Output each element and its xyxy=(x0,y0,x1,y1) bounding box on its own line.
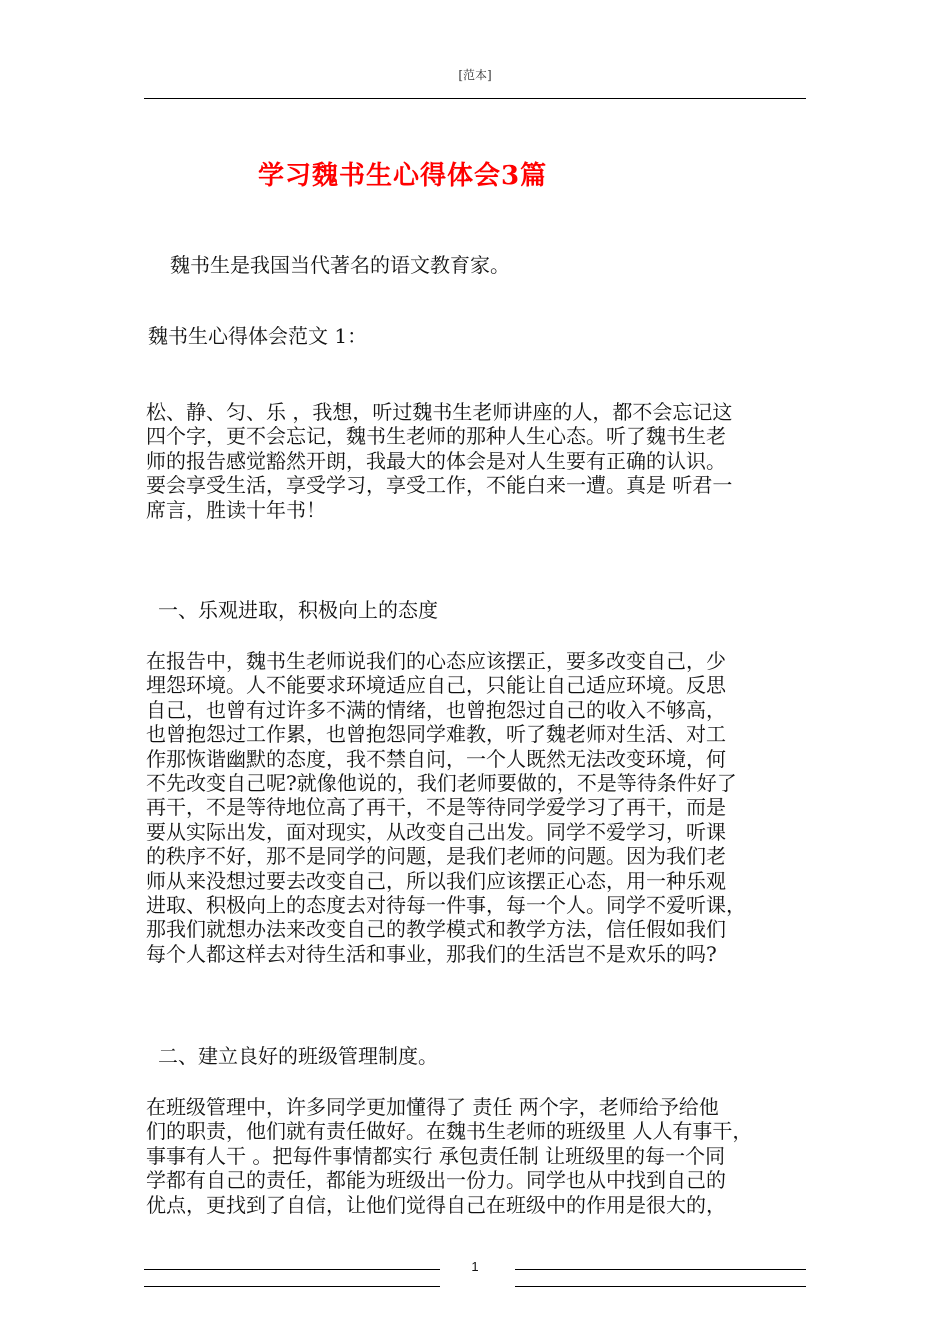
page-number: 1 xyxy=(471,1259,479,1274)
paragraph-line: 每个人都这样去对待生活和事业，那我们的生活岂不是欢乐的吗? xyxy=(146,941,717,966)
paragraph-line: 的秩序不好，那不是同学的问题，是我们老师的问题。因为我们老 xyxy=(146,844,726,869)
paragraph-line: 在报告中，魏书生老师说我们的心态应该摆正，要多改变自己，少 xyxy=(146,649,726,673)
footer-divider xyxy=(515,1269,806,1270)
paragraph-line: 师的报告感觉豁然开朗，我最大的体会是对人生要有正确的认识。 xyxy=(146,448,726,473)
paragraph-line: 松、静、匀、乐 ，我想，听过魏书生老师讲座的人，都不会忘记这 xyxy=(146,400,733,424)
paragraph-line: 在班级管理中，许多同学更加懂得了 责任 两个字，老师给予给他 xyxy=(146,1095,719,1119)
footer-divider xyxy=(144,1269,440,1270)
footer-divider xyxy=(144,1286,440,1287)
paragraph-line: 学都有自己的责任，都能为班级出一份力。同学也从中找到自己的 xyxy=(146,1168,726,1193)
paragraph-3 xyxy=(146,1095,818,1217)
document-title: 学习魏书生心得体会3篇 xyxy=(258,161,548,191)
footer-divider xyxy=(515,1286,806,1287)
sample-label: 魏书生心得体会范文 1： xyxy=(148,324,368,348)
section-heading-2: 二、建立良好的班级管理制度。 xyxy=(158,1044,438,1068)
paragraph-1 xyxy=(146,400,818,522)
paragraph-line: 作那恢谐幽默的态度，我不禁自问，一个人既然无法改变环境，何 xyxy=(146,746,726,771)
paragraph-line: 自己，也曾有过许多不满的情绪，也曾抱怨过自己的收入不够高， xyxy=(146,697,726,722)
paragraph-line: 埋怨环境。人不能要求环境适应自己，只能让自己适应环境。反思 xyxy=(146,673,726,698)
paragraph-line: 再干，不是等待地位高了再干，不是等待同学爱学习了再干，而是 xyxy=(146,795,726,820)
paragraph-line: 不先改变自己呢?就像他说的，我们老师要做的，不是等待条件好了 xyxy=(146,771,737,796)
paragraph-line: 要会享受生活，享受学习，享受工作，不能白来一遭。真是 听君一 xyxy=(146,473,733,498)
header-label: [范本] xyxy=(458,68,492,82)
paragraph-line: 四个字，更不会忘记，魏书生老师的那种人生心态。听了魏书生老 xyxy=(146,424,726,449)
section-heading-1: 一、乐观进取，积极向上的态度 xyxy=(158,598,438,622)
paragraph-line: 师从来没想过要去改变自己，所以我们应该摆正心态，用一种乐观 xyxy=(146,868,726,893)
paragraph-line: 也曾抱怨过工作累，也曾抱怨同学难教，听了魏老师对生活、对工 xyxy=(146,722,726,747)
paragraph-2 xyxy=(146,649,818,966)
paragraph-line: 们的职责，他们就有责任做好。在魏书生老师的班级里 人人有事干， xyxy=(146,1119,753,1144)
paragraph-line: 进取、积极向上的态度去对待每一件事，每一个人。同学不爱听课， xyxy=(146,893,746,918)
paragraph-line: 席言，胜读十年书！ xyxy=(146,497,326,522)
header-divider xyxy=(144,98,806,99)
paragraph-line: 优点，更找到了自信，让他们觉得自己在班级中的作用是很大的， xyxy=(146,1192,726,1217)
paragraph-line: 事事有人干 。把每件事情都实行 承包责任制 让班级里的每一个同 xyxy=(146,1143,726,1168)
intro-paragraph: 魏书生是我国当代著名的语文教育家。 xyxy=(170,253,510,277)
paragraph-line: 要从实际出发，面对现实，从改变自己出发。同学不爱学习，听课 xyxy=(146,819,726,844)
paragraph-line: 那我们就想办法来改变自己的教学模式和教学方法，信任假如我们 xyxy=(146,917,726,942)
